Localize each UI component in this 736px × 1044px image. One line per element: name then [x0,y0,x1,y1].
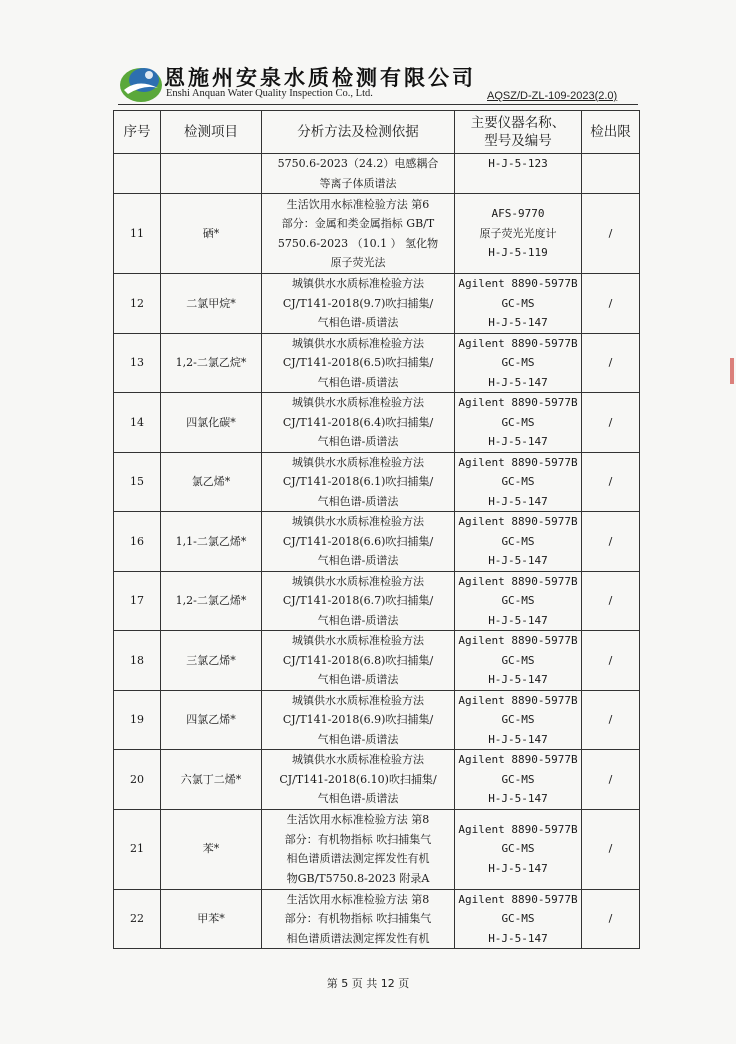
method-line: 城镇供水水质标准检验方法 [292,634,424,647]
method-line: 城镇供水水质标准检验方法 [292,336,424,350]
method-line: 气相色谱-质谱法 [317,554,399,567]
instrument-line: GC-MS [501,594,535,607]
cell-no: 14 [114,393,161,453]
instrument-line: Agilent 8890-5977B [458,396,578,409]
cell-method [262,809,455,889]
cell-method [262,452,455,512]
cell-no: 18 [114,631,161,691]
instrument-line: GC-MS [501,415,535,429]
document-code: AQSZ/D-ZL-109-2023(2.0) [487,90,618,102]
header-limit: 检出限 [582,111,640,154]
table-row [114,333,640,393]
instrument-line: H-J-5-119 [488,246,548,260]
instrument-line: GC-MS [501,713,535,726]
method-line: 生活饮用水标准检验方法 第6 [286,197,430,211]
instrument-line: Agilent 8890-5977B [458,753,578,766]
method-line: 等离子体质谱法 [319,176,397,190]
method-line: CJ/T141-2018(6.10)吹扫捕集/ [279,772,437,786]
cell-no: 11 [114,194,161,274]
method-line: 城镇供水水质标准检验方法 [292,455,424,469]
company-logo-icon [118,60,164,104]
cell-limit [582,154,640,194]
cell-item: 氯乙烯* [161,452,262,512]
cell-no: 13 [114,333,161,393]
cell-method [262,690,455,750]
cell-limit: / [582,889,640,949]
cell-method [262,889,455,949]
cell-method [262,571,455,631]
cell-item: 1,2-二氯乙烯* [161,571,262,631]
cell-instrument [455,631,582,691]
company-name-cn: 恩施州安泉水质检测有限公司 [164,65,476,90]
instrument-line: H-J-5-147 [488,732,548,746]
cell-limit: / [582,690,640,750]
instrument-line: GC-MS [501,772,535,786]
table-header-row [114,111,640,154]
method-line: 城镇供水水质标准检验方法 [292,277,424,290]
cell-no: 22 [114,889,161,949]
table-row [114,274,640,334]
method-line: 相色谱质谱法测定挥发性有机 [286,852,430,865]
instrument-line: H-J-5-147 [488,613,548,627]
table-row [114,194,640,274]
page-number: 第 5 页 共 12 页 [326,977,410,990]
method-line: 城镇供水水质标准检验方法 [292,753,424,766]
instrument-line: H-J-5-123 [488,157,548,170]
method-line: CJ/T141-2018(6.4)吹扫捕集/ [282,415,434,429]
cell-instrument [455,750,582,810]
instrument-line: GC-MS [501,356,535,369]
cell-method [262,154,455,194]
method-line: 生活饮用水标准检验方法 第8 [286,813,430,826]
instrument-line: Agilent 8890-5977B [458,892,578,906]
cell-item: 甲苯* [161,889,262,949]
cell-instrument [455,274,582,334]
method-line: CJ/T141-2018(9.7)吹扫捕集/ [282,296,434,310]
instrument-line: AFS-9770 [491,207,545,221]
instrument-line: Agilent 8890-5977B [458,822,578,836]
instrument-line: H-J-5-147 [488,931,548,945]
header-no: 序号 [114,111,161,154]
cell-limit: / [582,750,640,810]
cell-method [262,393,455,453]
instrument-line: Agilent 8890-5977B [458,634,578,647]
method-line: 气相色谱-质谱法 [317,792,399,805]
header-instrument-line2: 型号及编号 [484,133,552,149]
cell-limit: / [582,333,640,393]
cell-method [262,512,455,572]
company-name-en: Enshi Anquan Water Quality Inspection Co., Ltd. [166,88,373,99]
method-line: 部分：金属和类金属指标 GB/T [281,217,435,230]
method-line: 气相色谱-质谱法 [317,316,399,329]
table-row [114,809,640,889]
method-line: 城镇供水水质标准检验方法 [292,396,424,409]
method-line: CJ/T141-2018(6.7)吹扫捕集/ [282,594,434,607]
cell-no: 17 [114,571,161,631]
method-line: 气相色谱-质谱法 [317,375,399,389]
cell-limit: / [582,452,640,512]
cell-instrument [455,393,582,453]
cell-item: 苯* [161,809,262,889]
header-item: 检测项目 [161,111,262,154]
instrument-line: H-J-5-147 [488,673,548,686]
method-line: 气相色谱-质谱法 [317,673,399,686]
header-instrument-line1: 主要仪器名称、 [470,115,566,131]
method-line: 气相色谱-质谱法 [317,435,399,448]
cell-item: 二氯甲烷* [161,274,262,334]
instrument-line: H-J-5-147 [488,554,548,567]
header-divider [118,104,638,105]
instrument-line: GC-MS [501,912,535,925]
cell-no: 20 [114,750,161,810]
table-row [114,393,640,453]
method-line: 气相色谱-质谱法 [317,732,399,746]
instrument-line: Agilent 8890-5977B [458,455,578,469]
method-line: 原子荧光法 [330,256,386,269]
cell-item: 1,1-二氯乙烯* [161,512,262,572]
cell-limit: / [582,393,640,453]
method-line: 城镇供水水质标准检验方法 [292,574,424,588]
method-line: CJ/T141-2018(6.5)吹扫捕集/ [282,356,434,369]
method-line: CJ/T141-2018(6.6)吹扫捕集/ [282,534,434,548]
table-row [114,452,640,512]
instrument-line: Agilent 8890-5977B [458,693,578,707]
cell-limit: / [582,194,640,274]
instrument-line: GC-MS [501,296,535,310]
cell-item: 三氯乙烯* [161,631,262,691]
cell-instrument [455,512,582,572]
cell-no: 12 [114,274,161,334]
header-instrument [455,111,582,154]
instrument-line: GC-MS [501,534,535,548]
instrument-line: H-J-5-147 [488,494,548,508]
cell-limit: / [582,512,640,572]
cell-method [262,274,455,334]
method-line: 生活饮用水标准检验方法 第8 [286,892,430,906]
table-row [114,512,640,572]
cell-item: 六氯丁二烯* [161,750,262,810]
table-row [114,889,640,949]
table-row [114,571,640,631]
cell-limit: / [582,809,640,889]
table-row [114,631,640,691]
seal-edge-mark [730,358,734,384]
instrument-line: 原子荧光光度计 [479,226,557,240]
method-line: 部分：有机物指标 吹扫捕集气 [284,912,432,925]
cell-limit: / [582,631,640,691]
cell-item: 硒* [161,194,262,274]
cell-instrument [455,889,582,949]
cell-instrument [455,194,582,274]
instrument-line: H-J-5-147 [488,316,548,329]
method-line: 部分：有机物指标 吹扫捕集气 [284,832,432,846]
instrument-line: H-J-5-147 [488,375,548,389]
cell-no: 21 [114,809,161,889]
instrument-line: Agilent 8890-5977B [458,277,578,290]
instrument-line: Agilent 8890-5977B [458,574,578,588]
cell-no [114,154,161,194]
method-line: 5750.6-2023（24.2）电感耦合 [277,157,439,170]
inspection-methods-table [113,110,640,949]
method-line: 气相色谱-质谱法 [317,494,399,508]
cell-instrument [455,571,582,631]
cell-no: 19 [114,690,161,750]
instrument-line: Agilent 8890-5977B [458,336,578,350]
method-line: 相色谱质谱法测定挥发性有机 [286,931,430,945]
cell-method [262,333,455,393]
cell-item: 四氯化碳* [161,393,262,453]
instrument-line: GC-MS [501,842,535,856]
cell-no: 16 [114,512,161,572]
continuation-row [114,154,640,194]
cell-instrument [455,333,582,393]
cell-instrument [455,809,582,889]
method-line: 物GB/T5750.8-2023 附录A [286,871,430,885]
cell-method [262,631,455,691]
instrument-line: GC-MS [501,475,535,488]
header-method: 分析方法及检测依据 [262,111,455,154]
instrument-line: Agilent 8890-5977B [458,515,578,528]
method-line: CJ/T141-2018(6.9)吹扫捕集/ [282,713,434,726]
method-line: CJ/T141-2018(6.8)吹扫捕集/ [282,653,434,667]
instrument-line: H-J-5-147 [488,861,548,875]
method-line: CJ/T141-2018(6.1)吹扫捕集/ [282,475,434,488]
cell-instrument [455,690,582,750]
method-line: 城镇供水水质标准检验方法 [292,693,424,707]
method-line: 气相色谱-质谱法 [317,613,399,627]
cell-instrument [455,452,582,512]
cell-method [262,194,455,274]
cell-item: 1,2-二氯乙烷* [161,333,262,393]
cell-item: 四氯乙烯* [161,690,262,750]
method-line: 城镇供水水质标准检验方法 [292,515,424,528]
cell-limit: / [582,571,640,631]
cell-limit: / [582,274,640,334]
table-row [114,750,640,810]
cell-item [161,154,262,194]
cell-instrument [455,154,582,194]
table-row [114,690,640,750]
instrument-line: H-J-5-147 [488,435,548,448]
instrument-line: GC-MS [501,653,535,667]
cell-method [262,750,455,810]
method-line: 5750.6-2023 （10.1 ） 氢化物 [277,236,439,250]
instrument-line: H-J-5-147 [488,792,548,805]
cell-no: 15 [114,452,161,512]
